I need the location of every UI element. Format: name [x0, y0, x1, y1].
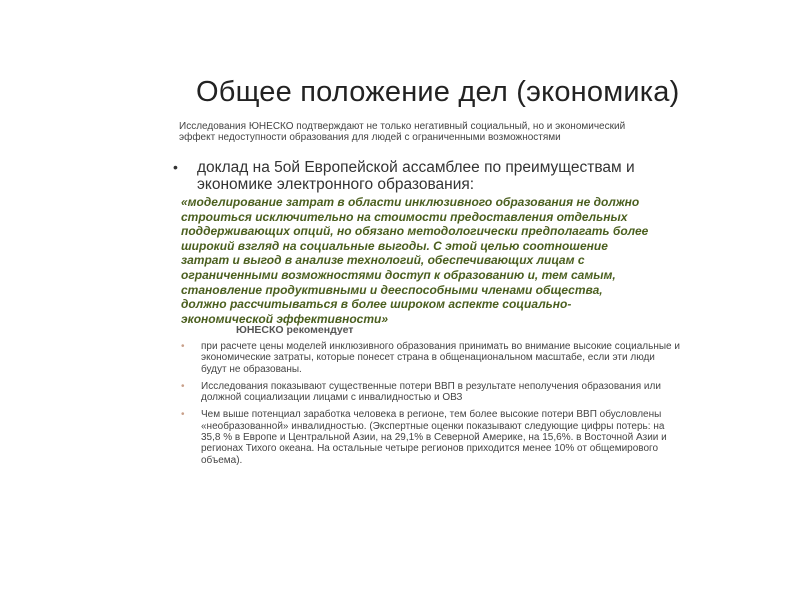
list-item-text: Чем выше потенциал заработка человека в регионе, тем более высокие потери ВВП обусловлены «необразованной» инвалидностью. (Экспертные оценки показывают следующие цифры потерь: на 35,8 % в Европе и Центральной Азии, на 29,1% в Северной Америке, на 15,6%. в Восточной Азии и регионах Тихого океана. На остальные четыре регионов приходится менее 10% от общемирового объема). — [201, 409, 667, 466]
recommend-label: ЮНЕСКО рекомендует — [236, 324, 354, 336]
list-item — [181, 381, 681, 404]
list-item — [181, 341, 681, 375]
main-bullet-text: доклад на 5ой Европейской ассамблее по преимуществам и экономике электронного образования: — [197, 159, 635, 193]
sub-bullet-marker: • — [181, 409, 185, 421]
slide-title: Общее положение дел (экономика) — [196, 76, 680, 108]
sub-bullet-marker: • — [181, 380, 185, 392]
main-bullet — [173, 159, 651, 193]
sub-bullet-marker: • — [181, 341, 185, 352]
intro-text: Исследования ЮНЕСКО подтверждают не только негативный социальный, но и экономический эффект недоступности образования для людей с ограниченными возможностями — [179, 121, 626, 143]
bullet-marker: • — [173, 159, 178, 175]
list-item — [181, 409, 681, 465]
list-item-text: Исследования показывают существенные потери ВВП в результате неполучения образования или должной социализации лицами с инвалидностью и ОВЗ — [201, 380, 661, 404]
recommendation-list — [181, 341, 681, 472]
quote-text: «моделирование затрат в области инклюзивного образования не должно строиться исключительно на стоимости предоставления отдельных поддерживающих опций, но обязано методологически предполагать более широкий взгляд на социальные выгоды. С этой целью соотношение затрат и выгод в анализе технологий, обеспечивающих лицам с ограниченными возможностями доступ к образованию и, тем самым, становление продуктивными и дееспособными членами общества, должно рассчитываться в более широком аспекте социально-экономической эффективности» — [181, 195, 649, 326]
list-item-text: при расчете цены моделей инклюзивного образования принимать во внимание высокие социальные и экономические затраты, которые понесет страна в общенациональном масштабе, если эти люди будут не образованы. — [201, 341, 680, 375]
